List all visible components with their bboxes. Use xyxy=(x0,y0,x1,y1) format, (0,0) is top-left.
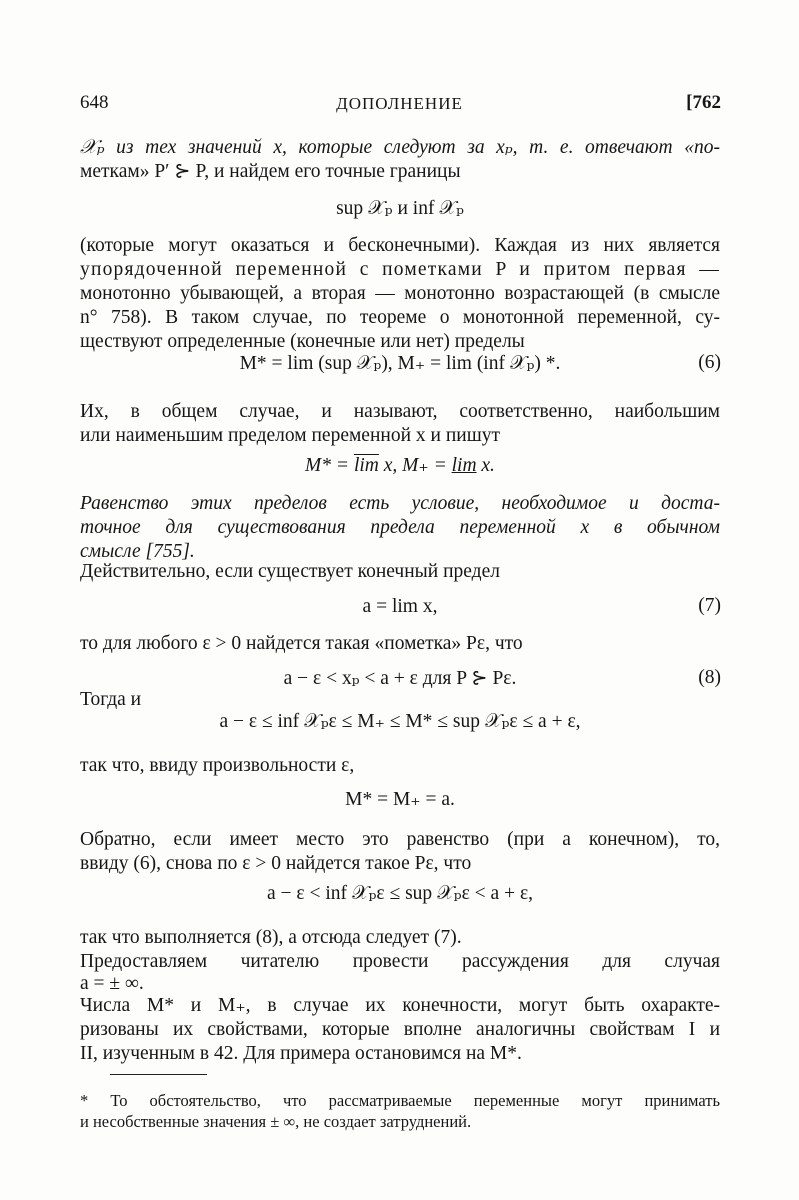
equation-number-8: (8) xyxy=(698,667,721,688)
liminf-symbol: lim xyxy=(451,455,477,476)
text-line-2: меткам» P′ ⊱ P, и найдем его точные границы xyxy=(80,161,461,182)
formula-8: a − ε < xₚ < a + ε для P ⊱ Pε. xyxy=(283,668,517,689)
text-line-23: ризованы их свойствами, которые вполне аналогичны свойствам I и xyxy=(80,1019,720,1040)
formula-6: M* = lim (sup 𝒳ₚ), M₊ = lim (inf 𝒳ₚ) *. xyxy=(239,353,561,374)
formula-10: M* = M₊ = a. xyxy=(345,789,455,810)
text-line-24: II, изученным в 42. Для примера остановимся на M*. xyxy=(80,1043,522,1064)
formula-sup-inf: sup 𝒳ₚ и inf 𝒳ₚ xyxy=(336,198,464,219)
text-line-20: Предоставляем читателю провести рассуждения для случая xyxy=(80,951,720,972)
text-line-13: Действительно, если существует конечный предел xyxy=(80,561,500,582)
text-line-19: так что выполняется (8), а отсюда следует (7). xyxy=(80,927,462,948)
footnote-line-2: и несобственные значения ± ∞, не создает затруднений. xyxy=(80,1112,472,1131)
footnote-divider xyxy=(110,1074,207,1075)
text-line-8: Их, в общем случае, и называют, соответственно, наибольшим xyxy=(80,401,720,422)
text-line-22: Числа M* и M₊, в случае их конечности, могут быть охаракте- xyxy=(80,995,720,1016)
text-line-17: Обратно, если имеет место это равенство (при a конечном), то, xyxy=(80,829,720,850)
formula-9: a − ε ≤ inf 𝒳ₚε ≤ M₊ ≤ M* ≤ sup 𝒳ₚε ≤ a + ε, xyxy=(219,711,581,732)
formula-part-a: M* = xyxy=(305,455,354,476)
formula-7: a = lim x, xyxy=(362,596,438,617)
text-line-6: n° 758). В таком случае, по теореме о монотонной переменной, су- xyxy=(80,307,720,328)
footnote-line-1: * То обстоятельство, что рассматриваемые переменные могут принимать xyxy=(80,1091,720,1110)
text-line-1: 𝒳ₚ из тех значений x, которые следуют за xₚ, т. е. отвечают «по- xyxy=(80,137,720,158)
text-line-7: ществуют определенные (конечные или нет) пределы xyxy=(80,331,525,352)
theorem-line-3: смысле [755]. xyxy=(80,541,195,562)
text-line-14: то для любого ε > 0 найдется такая «пометка» Pε, что xyxy=(80,633,523,654)
text-line-21: a = ± ∞. xyxy=(80,973,144,994)
text-line-16: так что, ввиду произвольности ε, xyxy=(80,755,355,776)
section-number: [762 xyxy=(686,92,721,113)
text-line-3: (которые могут оказаться и бесконечными). Каждая из них является xyxy=(80,235,720,256)
text-line-15: Тогда и xyxy=(80,689,142,710)
text-line-4: упорядоченной переменной с пометками P и притом первая — xyxy=(80,259,720,280)
formula-part-c: x, M₊ = xyxy=(378,455,452,476)
limsup-symbol: $\overline{lim}$ xyxy=(353,455,379,476)
text-line-9: или наименьшим пределом переменной x и пишут xyxy=(80,425,500,446)
formula-11: a − ε < inf 𝒳ₚε ≤ sup 𝒳ₚε < a + ε, xyxy=(266,883,534,904)
theorem-line-2: точное для существования предела переменной x в обычном xyxy=(80,517,720,538)
formula-part-e: x. xyxy=(476,455,495,476)
equation-number-6: (6) xyxy=(698,352,721,373)
formula-limsup-liminf xyxy=(80,454,720,478)
page-number: 648 xyxy=(80,92,109,113)
text-line-18: ввиду (6), снова по ε > 0 найдется такое Pε, что xyxy=(80,853,472,874)
text-line-5: монотонно убывающей, а вторая — монотонно возрастающей (в смысле xyxy=(80,283,720,304)
theorem-line-1: Равенство этих пределов есть условие, необходимое и доста- xyxy=(80,493,720,514)
equation-number-7: (7) xyxy=(698,595,721,616)
running-title: ДОПОЛНЕНИЕ xyxy=(336,94,463,113)
